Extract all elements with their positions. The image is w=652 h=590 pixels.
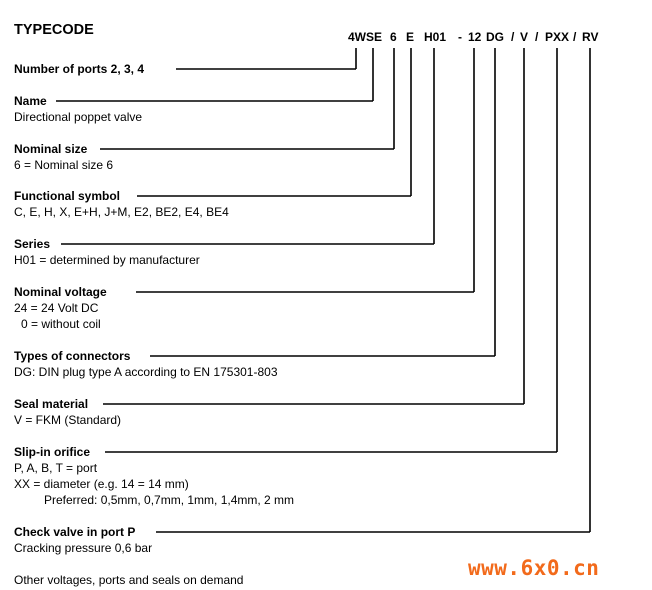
section-series-desc: H01 = determined by manufacturer [14, 253, 200, 267]
section-nominal-voltage-label: Nominal voltage [14, 285, 107, 299]
code-part-symbol: E [406, 30, 415, 44]
section-functional-symbol-label: Functional symbol [14, 189, 121, 203]
section-seal-material-desc: V = FKM (Standard) [14, 413, 122, 427]
page-title: TYPECODE [14, 22, 94, 38]
code-part-seal: V [520, 30, 529, 44]
section-check-valve-desc: Cracking pressure 0,6 bar [14, 541, 153, 555]
section-connectors-desc: DG: DIN plug type A according to EN 175301-803 [14, 365, 278, 379]
code-part-orifice: PXX [545, 30, 570, 44]
section-series-label: Series [14, 237, 51, 251]
section-slip-in-orifice-desc-1: P, A, B, T = port [14, 461, 98, 475]
section-name-label: Name [14, 94, 47, 108]
watermark: www.6x0.cn [468, 556, 600, 580]
section-nominal-voltage-desc-2: 0 = without coil [21, 317, 101, 331]
code-part-slash-2: / [535, 30, 539, 44]
code-part-connector: DG [486, 30, 504, 44]
code-part-check-valve: RV [582, 30, 599, 44]
section-slip-in-orifice-desc-2: XX = diameter (e.g. 14 = 14 mm) [14, 477, 189, 491]
section-functional-symbol-desc: C, E, H, X, E+H, J+M, E2, BE2, E4, BE4 [14, 205, 229, 219]
section-name-desc: Directional poppet valve [14, 110, 143, 124]
section-seal-material-label: Seal material [14, 397, 89, 411]
section-nominal-voltage-desc-1: 24 = 24 Volt DC [14, 301, 99, 315]
code-part-slash-3: / [573, 30, 577, 44]
section-ports-label: Number of ports 2, 3, 4 [14, 62, 145, 76]
code-part-size: 6 [390, 30, 397, 44]
code-part-series: H01 [424, 30, 447, 44]
code-part-dash: - [458, 30, 462, 44]
code-part-voltage: 12 [468, 30, 482, 44]
section-slip-in-orifice-desc-3: Preferred: 0,5mm, 0,7mm, 1mm, 1,4mm, 2 mm [44, 493, 295, 507]
section-nominal-size-desc: 6 = Nominal size 6 [14, 158, 114, 172]
section-connectors-label: Types of connectors [14, 349, 131, 363]
section-slip-in-orifice-label: Slip-in orifice [14, 445, 91, 459]
section-nominal-size-label: Nominal size [14, 142, 88, 156]
code-part-slash-1: / [511, 30, 515, 44]
section-check-valve-label: Check valve in port P [14, 525, 136, 539]
code-part-4wse: 4WSE [348, 30, 383, 44]
footer-note: Other voltages, ports and seals on demand [14, 573, 244, 587]
